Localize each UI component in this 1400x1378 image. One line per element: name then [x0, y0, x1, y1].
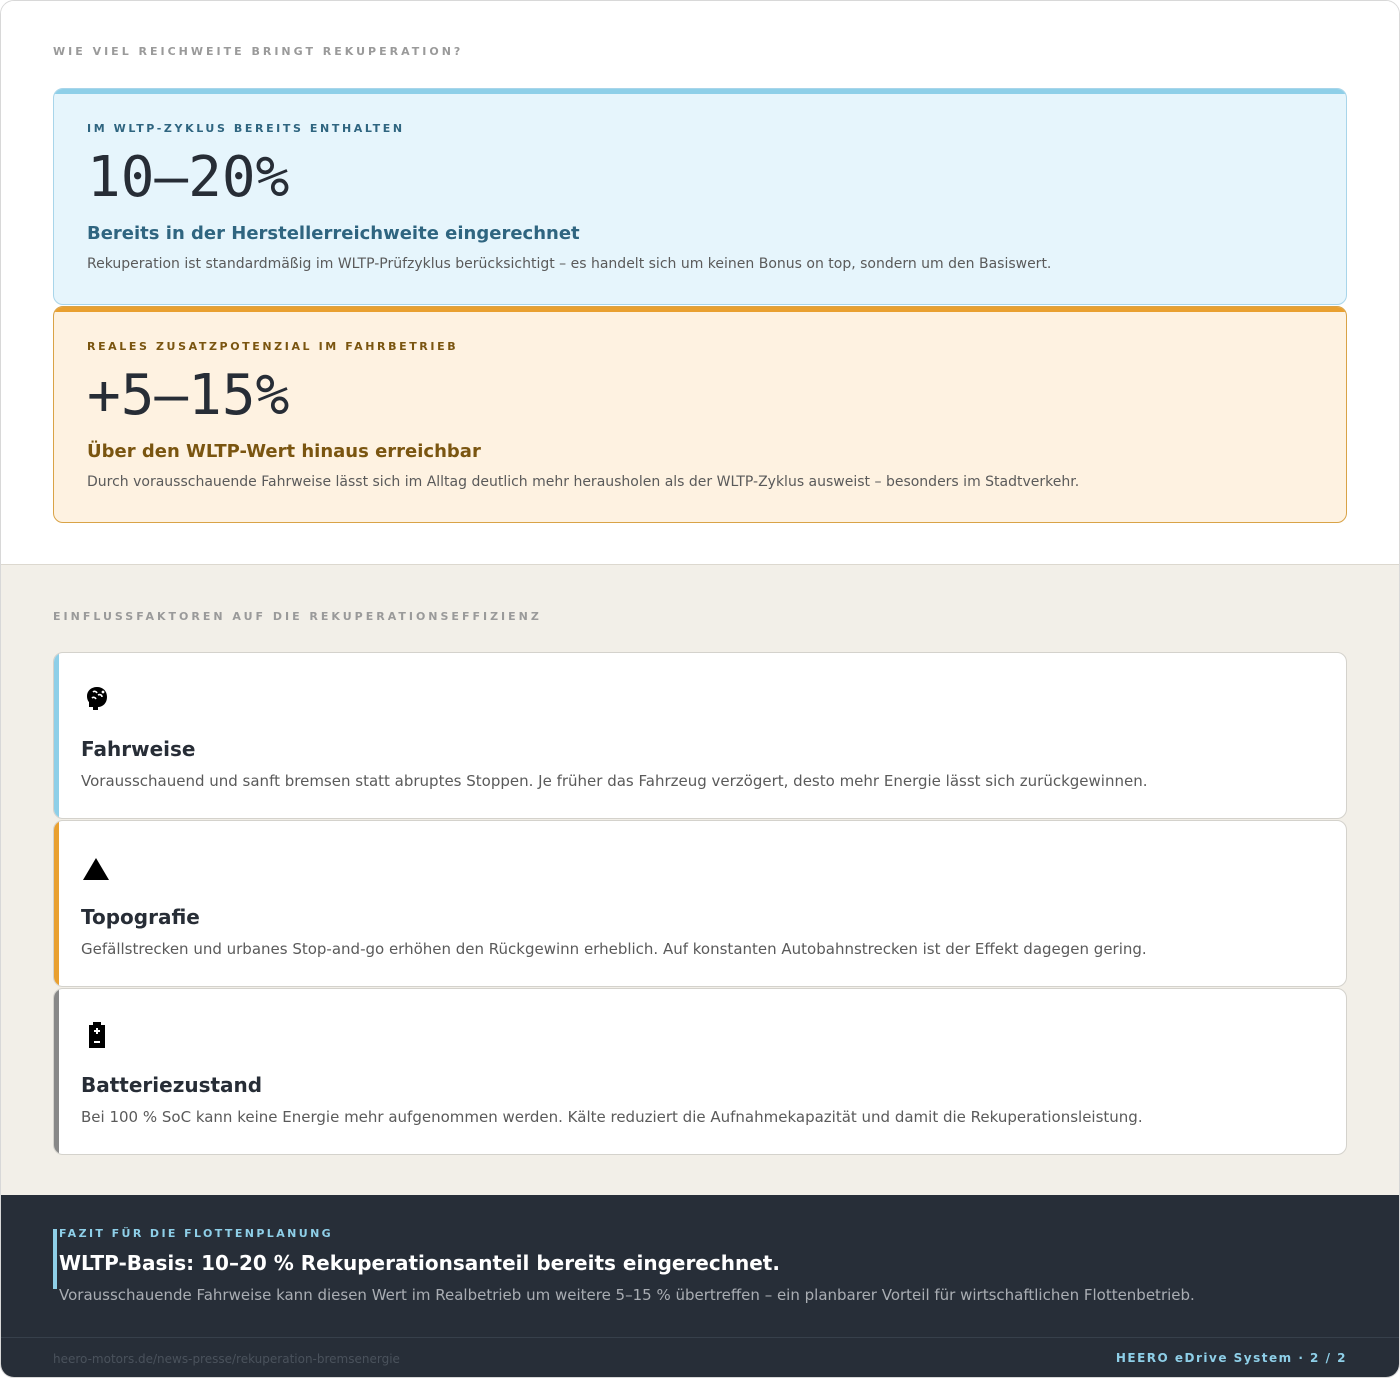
factor-description: Bei 100 % SoC kann keine Energie mehr aufgenommen werden. Kälte reduziert die Aufnahmekapazität und damit die Rekuperationsleistung. — [81, 1108, 1143, 1126]
conclusion-label: FAZIT FÜR DIE FLOTTENPLANUNG — [59, 1227, 334, 1240]
card-headline: Über den WLTP-Wert hinaus erreichbar — [87, 441, 481, 462]
factor-accent-bar — [54, 989, 59, 1154]
factor-title: Batteriezustand — [81, 1073, 263, 1097]
conclusion-title: WLTP-Basis: 10–20 % Rekuperationsanteil bereits eingerechnet. — [59, 1251, 780, 1275]
factors-section-title: EINFLUSSFAKTOREN AUF DIE REKUPERATIONSEFFIZIENZ — [53, 610, 542, 623]
range-section — [1, 1, 1399, 564]
footer-divider — [1, 1337, 1399, 1338]
card-label: REALES ZUSATZPOTENZIAL IM FAHRBETRIEB — [87, 340, 459, 353]
factors-section — [1, 564, 1399, 1195]
card-accent-bar — [54, 89, 1346, 94]
range-section-title: WIE VIEL REICHWEITE BRINGT REKUPERATION? — [53, 45, 464, 58]
factor-description: Gefällstrecken und urbanes Stop-and-go erhöhen den Rückgewinn erheblich. Auf konstanten Autobahnstrecken ist der Effekt dagegen gering. — [81, 940, 1147, 958]
card-label: IM WLTP-ZYKLUS BEREITS ENTHALTEN — [87, 122, 405, 135]
footer-url: heero-motors.de/news-presse/rekuperation-bremsenergie — [53, 1352, 400, 1366]
conclusion-description: Vorausschauende Fahrweise kann diesen Wert im Realbetrieb um weitere 5–15 % übertreffen – ein planbarer Vorteil für wirtschaftlichen Flottenbetrieb. — [59, 1286, 1195, 1304]
wltp-included-card — [53, 88, 1347, 305]
card-value: +5–15% — [87, 363, 290, 428]
factor-card-topografie — [53, 820, 1347, 987]
card-description: Durch vorausschauende Fahrweise lässt sich im Alltag deutlich mehr herausholen als der WLTP-Zyklus ausweist – besonders im Stadtverkehr. — [87, 474, 1080, 490]
factor-card-batteriezustand — [53, 988, 1347, 1155]
factor-title: Fahrweise — [81, 737, 196, 761]
real-potential-card — [53, 306, 1347, 523]
factor-accent-bar — [54, 653, 59, 818]
brain-icon — [81, 683, 113, 715]
card-accent-bar — [54, 307, 1346, 312]
conclusion-section — [1, 1195, 1399, 1378]
battery-icon — [81, 1019, 113, 1051]
footer-brand: HEERO eDrive System · 2 / 2 — [1115, 1351, 1347, 1365]
factor-description: Vorausschauend und sanft bremsen statt abruptes Stoppen. Je früher das Fahrzeug verzögert, desto mehr Energie lässt sich zurückgewinnen. — [81, 772, 1148, 790]
card-description: Rekuperation ist standardmäßig im WLTP-Prüfzyklus berücksichtigt – es handelt sich um keinen Bonus on top, sondern um den Basiswert. — [87, 256, 1052, 272]
card-value: 10–20% — [87, 145, 290, 210]
factor-title: Topografie — [81, 905, 200, 929]
mountain-icon — [81, 851, 113, 883]
card-headline: Bereits in der Herstellerreichweite eingerechnet — [87, 223, 580, 244]
factor-accent-bar — [54, 821, 59, 986]
factor-card-fahrweise — [53, 652, 1347, 819]
